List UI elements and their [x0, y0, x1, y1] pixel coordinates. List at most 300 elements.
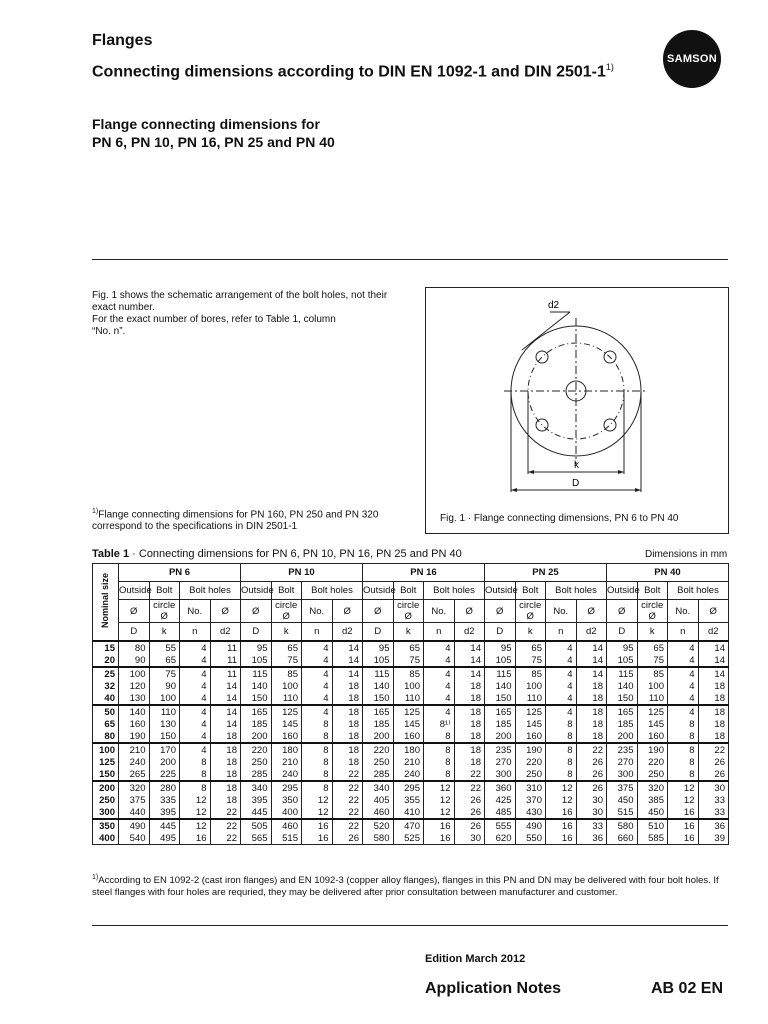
value-cell: 235: [607, 743, 638, 756]
value-cell: 16: [424, 832, 455, 845]
value-cell: 16: [668, 832, 699, 845]
value-cell: 85: [637, 667, 668, 680]
pn-header: PN 6: [119, 564, 241, 582]
section-heading-line1: Flange connecting dimensions for: [92, 116, 320, 132]
value-cell: 95: [607, 641, 638, 654]
value-cell: 110: [393, 692, 424, 705]
nominal-size-cell: 40: [93, 692, 119, 705]
col-subheader: Ø: [485, 600, 516, 623]
value-cell: 18: [332, 692, 363, 705]
header-row-symbols: [93, 623, 729, 642]
value-cell: 160: [393, 730, 424, 743]
value-cell: 18: [576, 730, 607, 743]
table-row: [93, 654, 729, 667]
value-cell: 4: [546, 667, 577, 680]
value-cell: 16: [546, 806, 577, 819]
value-cell: 26: [454, 806, 485, 819]
value-cell: 145: [393, 718, 424, 730]
value-cell: 12: [546, 794, 577, 806]
value-cell: 115: [363, 667, 394, 680]
value-cell: 22: [576, 743, 607, 756]
d2-leader: [522, 312, 570, 350]
value-cell: 220: [241, 743, 272, 756]
value-cell: 180: [271, 743, 302, 756]
value-cell: 4: [180, 667, 211, 680]
value-cell: 160: [119, 718, 150, 730]
value-cell: 110: [271, 692, 302, 705]
value-cell: 300: [607, 768, 638, 781]
value-cell: 4: [668, 705, 699, 718]
value-cell: 14: [454, 641, 485, 654]
value-cell: 115: [607, 667, 638, 680]
value-cell: 16: [668, 819, 699, 832]
col-bolt: Bolt: [271, 582, 302, 600]
value-cell: 8: [668, 730, 699, 743]
value-cell: 285: [363, 768, 394, 781]
value-cell: 14: [576, 654, 607, 667]
value-cell: 18: [332, 730, 363, 743]
value-cell: 125: [393, 705, 424, 718]
value-cell: 16: [668, 806, 699, 819]
value-cell: 340: [241, 781, 272, 794]
value-cell: 30: [576, 794, 607, 806]
value-cell: 18: [576, 705, 607, 718]
value-cell: 26: [454, 819, 485, 832]
value-cell: 210: [271, 756, 302, 768]
col-bolt: Bolt: [393, 582, 424, 600]
value-cell: 14: [332, 667, 363, 680]
pn-header: PN 16: [363, 564, 485, 582]
value-cell: 320: [637, 781, 668, 794]
value-cell: 105: [607, 654, 638, 667]
value-cell: 36: [576, 832, 607, 845]
value-cell: 65: [515, 641, 546, 654]
value-cell: 16: [546, 832, 577, 845]
value-cell: 185: [241, 718, 272, 730]
value-cell: 140: [485, 680, 516, 692]
table-row: [93, 806, 729, 819]
value-cell: 4: [424, 667, 455, 680]
value-cell: 11: [210, 667, 241, 680]
value-cell: 75: [393, 654, 424, 667]
value-cell: 14: [210, 692, 241, 705]
value-cell: 4: [180, 743, 211, 756]
label-k: k: [574, 460, 579, 471]
value-cell: 18: [210, 756, 241, 768]
value-cell: 22: [454, 768, 485, 781]
col-symbol: k: [271, 623, 302, 642]
value-cell: 12: [424, 781, 455, 794]
value-cell: 33: [576, 819, 607, 832]
value-cell: 8: [424, 743, 455, 756]
value-cell: 250: [363, 756, 394, 768]
value-cell: 65: [149, 654, 180, 667]
value-cell: 150: [149, 730, 180, 743]
col-outside: Outside: [607, 582, 638, 600]
col-symbol: d2: [576, 623, 607, 642]
value-cell: 14: [576, 667, 607, 680]
value-cell: 12: [302, 794, 333, 806]
value-cell: 8: [302, 743, 333, 756]
value-cell: 8: [424, 730, 455, 743]
value-cell: 385: [637, 794, 668, 806]
value-cell: 220: [363, 743, 394, 756]
col-subheader: Ø: [241, 600, 272, 623]
bolt-hole: [536, 419, 548, 431]
col-bolt-holes: Bolt holes: [668, 582, 729, 600]
col-symbol: D: [119, 623, 150, 642]
value-cell: 18: [210, 730, 241, 743]
nominal-size-cell: 400: [93, 832, 119, 845]
value-cell: 405: [363, 794, 394, 806]
value-cell: 18: [454, 680, 485, 692]
value-cell: 8: [180, 756, 211, 768]
figure-caption: Fig. 1 · Flange connecting dimensions, PN 6 to PN 40: [440, 513, 679, 524]
value-cell: 4: [546, 654, 577, 667]
value-cell: 8: [424, 768, 455, 781]
value-cell: 4: [180, 718, 211, 730]
value-cell: 8: [668, 743, 699, 756]
value-cell: 95: [485, 641, 516, 654]
value-cell: 440: [119, 806, 150, 819]
value-cell: 190: [119, 730, 150, 743]
value-cell: 16: [180, 832, 211, 845]
value-cell: 4: [668, 692, 699, 705]
col-subheader: Ø: [119, 600, 150, 623]
value-cell: 22: [332, 768, 363, 781]
value-cell: 100: [119, 667, 150, 680]
value-cell: 4: [546, 641, 577, 654]
samson-logo: SAMSON: [663, 30, 721, 88]
nominal-size-cell: 15: [93, 641, 119, 654]
value-cell: 65: [271, 641, 302, 654]
value-cell: 515: [271, 832, 302, 845]
value-cell: 8: [546, 756, 577, 768]
col-symbol: n: [302, 623, 333, 642]
value-cell: 4: [424, 692, 455, 705]
divider: [92, 259, 728, 260]
value-cell: 30: [454, 832, 485, 845]
table-row: [93, 667, 729, 680]
value-cell: 14: [210, 705, 241, 718]
value-cell: 250: [637, 768, 668, 781]
value-cell: 26: [332, 832, 363, 845]
nominal-size-cell: 150: [93, 768, 119, 781]
value-cell: 14: [698, 641, 729, 654]
col-subheader: circle Ø: [271, 600, 302, 623]
label-d2: d2: [548, 300, 560, 311]
col-bolt: Bolt: [149, 582, 180, 600]
value-cell: 12: [180, 794, 211, 806]
value-cell: 125: [271, 705, 302, 718]
table-row: [93, 705, 729, 718]
edition: Edition March 2012: [425, 953, 526, 965]
value-cell: 395: [241, 794, 272, 806]
value-cell: 110: [637, 692, 668, 705]
document-number: AB 02 EN: [651, 980, 724, 997]
value-cell: 520: [363, 819, 394, 832]
value-cell: 430: [515, 806, 546, 819]
value-cell: 85: [393, 667, 424, 680]
value-cell: 150: [607, 692, 638, 705]
value-cell: 8: [180, 781, 211, 794]
value-cell: 580: [607, 819, 638, 832]
value-cell: 4: [424, 641, 455, 654]
value-cell: 220: [637, 756, 668, 768]
value-cell: 18: [454, 705, 485, 718]
col-symbol: D: [485, 623, 516, 642]
col-subheader: Ø: [576, 600, 607, 623]
value-cell: 4: [180, 680, 211, 692]
value-cell: 240: [119, 756, 150, 768]
value-cell: 80: [119, 641, 150, 654]
page-title: Flanges: [92, 32, 153, 49]
bolt-hole: [536, 351, 548, 363]
value-cell: 185: [363, 718, 394, 730]
value-cell: 18: [576, 680, 607, 692]
value-cell: 18: [454, 718, 485, 730]
value-cell: 12: [302, 806, 333, 819]
table-row: [93, 756, 729, 768]
value-cell: 18: [454, 756, 485, 768]
value-cell: 18: [576, 692, 607, 705]
value-cell: 105: [241, 654, 272, 667]
value-cell: 250: [515, 768, 546, 781]
col-subheader: No.: [302, 600, 333, 623]
col-bolt: Bolt: [515, 582, 546, 600]
value-cell: 470: [393, 819, 424, 832]
value-cell: 495: [149, 832, 180, 845]
value-cell: 16: [302, 832, 333, 845]
value-cell: 160: [271, 730, 302, 743]
value-cell: 150: [363, 692, 394, 705]
col-outside: Outside: [241, 582, 272, 600]
value-cell: 4: [668, 680, 699, 692]
value-cell: 4: [180, 705, 211, 718]
value-cell: 14: [698, 667, 729, 680]
value-cell: 4: [302, 692, 333, 705]
value-cell: 26: [454, 794, 485, 806]
value-cell: 18: [210, 768, 241, 781]
value-cell: 180: [393, 743, 424, 756]
value-cell: 140: [241, 680, 272, 692]
value-cell: 115: [485, 667, 516, 680]
value-cell: 445: [241, 806, 272, 819]
table-footnote: [92, 872, 732, 899]
value-cell: 350: [271, 794, 302, 806]
value-cell: 285: [241, 768, 272, 781]
value-cell: 18: [210, 743, 241, 756]
value-cell: 445: [149, 819, 180, 832]
value-cell: 4: [424, 654, 455, 667]
value-cell: 425: [485, 794, 516, 806]
value-cell: 18: [454, 692, 485, 705]
value-cell: 18: [332, 756, 363, 768]
arrow: [618, 470, 624, 474]
value-cell: 490: [515, 819, 546, 832]
arrow: [528, 470, 534, 474]
col-symbol: k: [515, 623, 546, 642]
value-cell: 8: [424, 756, 455, 768]
arrow: [635, 488, 641, 492]
value-cell: 265: [119, 768, 150, 781]
value-cell: 18: [210, 794, 241, 806]
value-cell: 75: [515, 654, 546, 667]
value-cell: 18: [454, 743, 485, 756]
value-cell: 26: [576, 781, 607, 794]
value-cell: 100: [393, 680, 424, 692]
value-cell: 8: [546, 718, 577, 730]
value-cell: 14: [210, 680, 241, 692]
col-symbol: D: [363, 623, 394, 642]
value-cell: 130: [119, 692, 150, 705]
dimensions-note: Dimensions in mm: [645, 549, 728, 560]
col-subheader: No.: [668, 600, 699, 623]
value-cell: 8: [668, 768, 699, 781]
value-cell: 150: [485, 692, 516, 705]
header-row-pn: [93, 564, 729, 582]
value-cell: 125: [637, 705, 668, 718]
value-cell: 200: [485, 730, 516, 743]
value-cell: 12: [424, 794, 455, 806]
value-cell: 22: [210, 819, 241, 832]
value-cell: 8: [546, 730, 577, 743]
value-cell: 4: [180, 654, 211, 667]
section-heading-line2: PN 6, PN 10, PN 16, PN 25 and PN 40: [92, 134, 335, 150]
table-row: [93, 641, 729, 654]
value-cell: 14: [454, 654, 485, 667]
value-cell: 18: [332, 680, 363, 692]
value-cell: 555: [485, 819, 516, 832]
nominal-size-cell: 350: [93, 819, 119, 832]
value-cell: 22: [332, 781, 363, 794]
value-cell: 150: [241, 692, 272, 705]
bolt-hole: [604, 419, 616, 431]
value-cell: 26: [576, 756, 607, 768]
value-cell: 310: [515, 781, 546, 794]
value-cell: 145: [515, 718, 546, 730]
value-cell: 125: [515, 705, 546, 718]
value-cell: 235: [485, 743, 516, 756]
value-cell: 140: [119, 705, 150, 718]
value-cell: 160: [637, 730, 668, 743]
value-cell: 295: [271, 781, 302, 794]
value-cell: 165: [363, 705, 394, 718]
value-cell: 375: [607, 781, 638, 794]
value-cell: 510: [637, 819, 668, 832]
value-cell: 185: [607, 718, 638, 730]
value-cell: 4: [424, 680, 455, 692]
value-cell: 505: [241, 819, 272, 832]
value-cell: 8: [302, 756, 333, 768]
value-cell: 8: [668, 756, 699, 768]
value-cell: 550: [515, 832, 546, 845]
col-subheader: Ø: [607, 600, 638, 623]
col-outside: Outside: [363, 582, 394, 600]
value-cell: 280: [149, 781, 180, 794]
value-cell: 11: [210, 654, 241, 667]
col-symbol: D: [241, 623, 272, 642]
value-cell: 12: [180, 819, 211, 832]
value-cell: 490: [119, 819, 150, 832]
value-cell: 22: [332, 794, 363, 806]
value-cell: 4: [546, 705, 577, 718]
fig-text-line: “No. n”.: [92, 326, 126, 337]
value-cell: 22: [698, 743, 729, 756]
value-cell: 90: [119, 654, 150, 667]
nominal-size-cell: 200: [93, 781, 119, 794]
value-cell: 240: [271, 768, 302, 781]
table-row: [93, 692, 729, 705]
flange-diagram: [426, 288, 728, 533]
value-cell: 22: [210, 806, 241, 819]
table-row: [93, 718, 729, 730]
value-cell: 18: [698, 730, 729, 743]
value-cell: 660: [607, 832, 638, 845]
value-cell: 75: [637, 654, 668, 667]
col-outside: Outside: [485, 582, 516, 600]
value-cell: 165: [485, 705, 516, 718]
table-row: [93, 832, 729, 845]
col-symbol: n: [180, 623, 211, 642]
value-cell: 14: [698, 654, 729, 667]
value-cell: 8: [302, 781, 333, 794]
value-cell: 22: [210, 832, 241, 845]
col-symbol: d2: [698, 623, 729, 642]
value-cell: 400: [271, 806, 302, 819]
value-cell: 18: [332, 743, 363, 756]
page-subtitle: [92, 62, 614, 81]
value-cell: 26: [698, 768, 729, 781]
value-cell: 65: [637, 641, 668, 654]
value-cell: 18: [698, 718, 729, 730]
value-cell: 8: [302, 730, 333, 743]
value-cell: 4: [180, 641, 211, 654]
header-row-sub: [93, 600, 729, 623]
value-cell: 200: [149, 756, 180, 768]
value-cell: 8: [546, 768, 577, 781]
value-cell: 16: [424, 819, 455, 832]
value-cell: 395: [149, 806, 180, 819]
value-cell: 190: [515, 743, 546, 756]
value-cell: 360: [485, 781, 516, 794]
nominal-size-cell: 25: [93, 667, 119, 680]
value-cell: 115: [241, 667, 272, 680]
value-cell: 160: [515, 730, 546, 743]
pn-header: PN 40: [607, 564, 729, 582]
value-cell: 4: [546, 692, 577, 705]
table-row: [93, 743, 729, 756]
value-cell: 410: [393, 806, 424, 819]
value-cell: 75: [149, 667, 180, 680]
fig-text-line: Fig. 1 shows the schematic arrangement of the bolt holes, not their exact number.: [92, 290, 388, 313]
value-cell: 370: [515, 794, 546, 806]
value-cell: 30: [698, 781, 729, 794]
value-cell: 4: [302, 641, 333, 654]
col-symbol: d2: [210, 623, 241, 642]
pn-header: PN 25: [485, 564, 607, 582]
value-cell: 18: [698, 705, 729, 718]
table-caption-text: · Connecting dimensions for PN 6, PN 10, PN 16, PN 25 and PN 40: [129, 548, 462, 560]
value-cell: 14: [332, 654, 363, 667]
nominal-size-cell: 250: [93, 794, 119, 806]
header-row-names: [93, 582, 729, 600]
footnote-mark: 1): [92, 508, 99, 515]
value-cell: 8: [302, 768, 333, 781]
value-cell: 460: [271, 819, 302, 832]
table-row: [93, 781, 729, 794]
value-cell: 525: [393, 832, 424, 845]
